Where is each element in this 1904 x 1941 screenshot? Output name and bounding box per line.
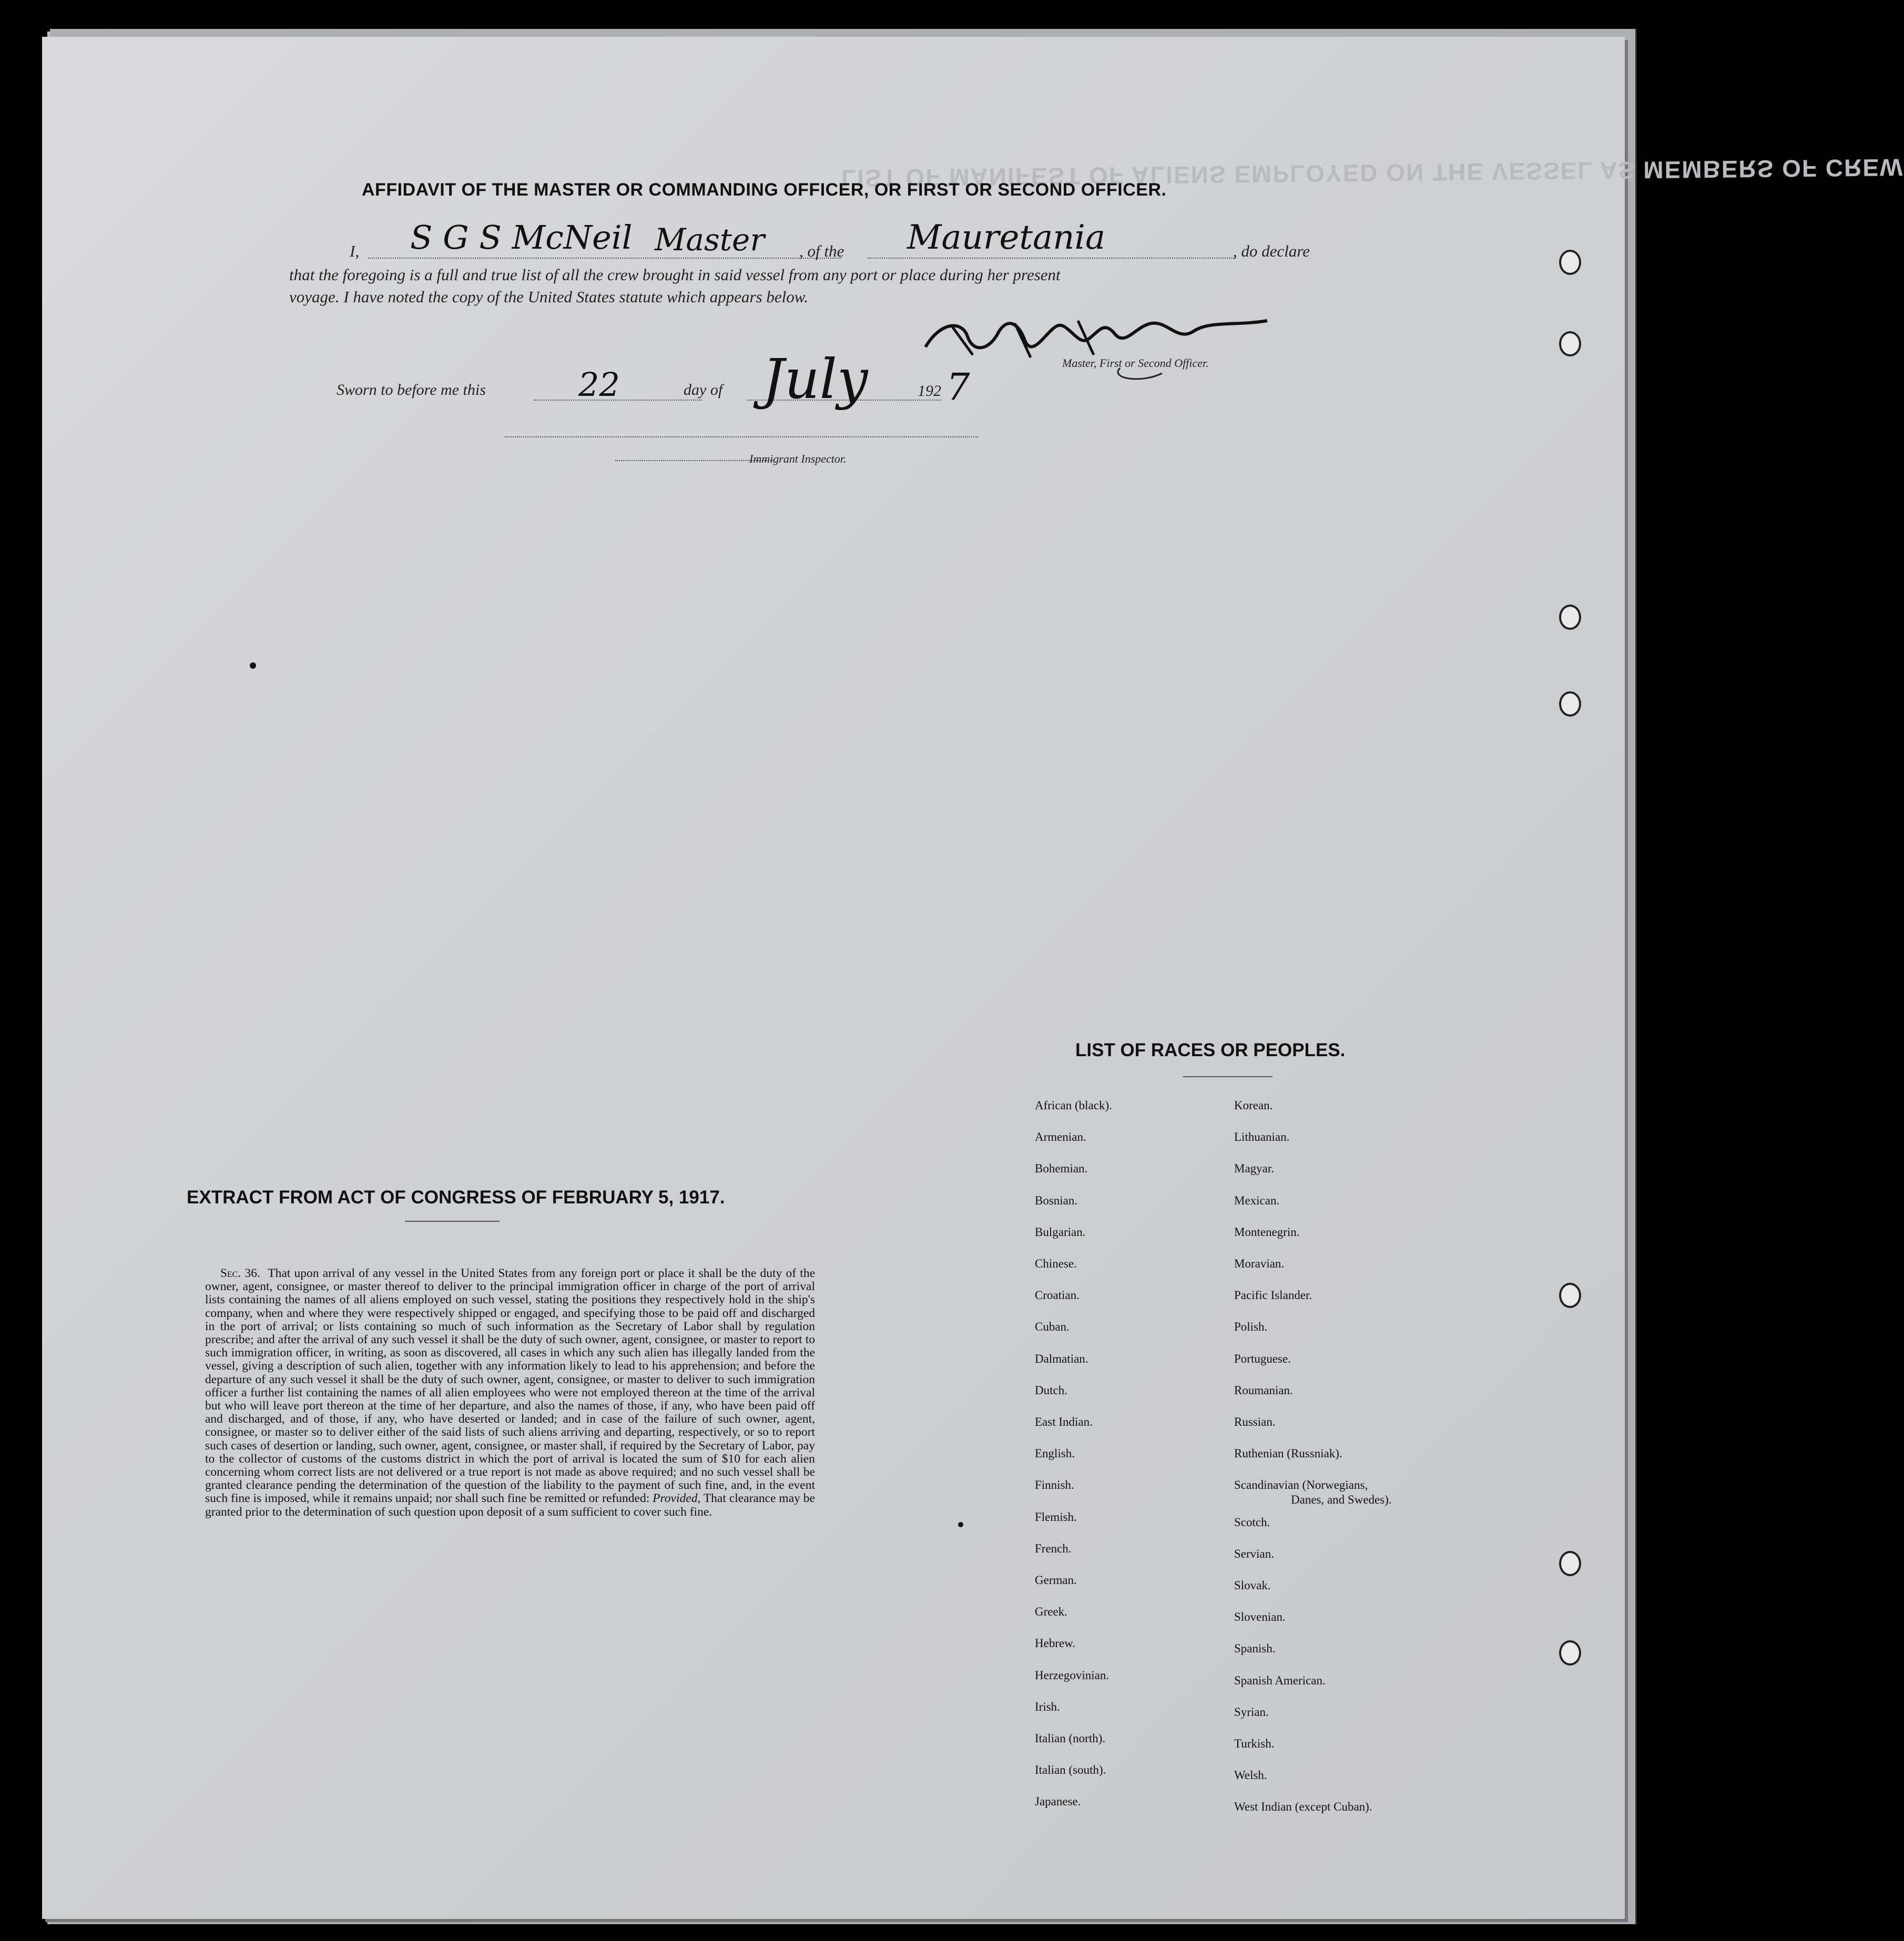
race-item: English. (1035, 1447, 1075, 1460)
race-continuation: Danes, and Swedes). (1291, 1493, 1392, 1506)
race-item: Welsh. (1234, 1769, 1267, 1782)
race-item: Hebrew. (1035, 1637, 1076, 1650)
section-label: Sec. 36. (220, 1266, 260, 1280)
race-item: Spanish American. (1234, 1673, 1326, 1687)
name-line (368, 258, 841, 259)
race-item: Mexican. (1234, 1193, 1280, 1207)
inspector-signature-line (505, 436, 978, 437)
race-item: Syrian. (1234, 1705, 1269, 1719)
race-item: Croatian. (1035, 1289, 1080, 1302)
race-item: Korean. (1234, 1099, 1273, 1112)
punch-hole (1559, 691, 1581, 717)
inspector-caption: Immigrant Inspector. (749, 452, 847, 465)
punch-hole (1559, 1283, 1581, 1308)
affidavit-line3: voyage. I have noted the copy of the United States statute which appears below. (289, 288, 808, 306)
race-item: Armenian. (1035, 1130, 1086, 1144)
race-item: Flemish. (1035, 1510, 1077, 1524)
provided-label: Provided, (653, 1491, 701, 1506)
ink-speck (958, 1522, 963, 1527)
race-item: Moravian. (1234, 1257, 1285, 1270)
race-item: Turkish. (1234, 1737, 1275, 1750)
race-item: East Indian. (1035, 1415, 1093, 1428)
extract-rule (405, 1221, 500, 1222)
handwritten-day: 22 (578, 365, 620, 404)
race-item: Irish. (1035, 1700, 1060, 1713)
race-item: French. (1035, 1541, 1072, 1555)
punch-hole (1559, 605, 1581, 630)
race-item: Chinese. (1035, 1257, 1077, 1270)
extract-body (205, 1267, 815, 1519)
punch-hole (1559, 250, 1581, 275)
punch-hole (1559, 1551, 1581, 1576)
race-item: Slovenian. (1234, 1610, 1286, 1624)
race-item: Bulgarian. (1035, 1225, 1086, 1239)
extract-title: EXTRACT FROM ACT OF CONGRESS OF FEBRUARY 5, 1917. (187, 1187, 725, 1208)
race-item: Magyar. (1234, 1162, 1275, 1176)
day-of: day of (684, 381, 723, 399)
race-item: Herzegovinian. (1035, 1668, 1109, 1682)
race-item: German. (1035, 1574, 1077, 1587)
punch-hole (1559, 331, 1581, 356)
extract-main-text: That upon arrival of any vessel in the United States from any foreign port or place it shall be the duty of the owner, agent, consignee, or master thereof to deliver to the principal immigration officer in charge of the port of arrival lists containing the names of all aliens employed on such vessel, stating the positions they respectively hold in the ship's company, when and where they were respectively shipped or engaged, and specifying those to be paid off and discharged in the port of arrival; or lists containing so much of such information as the Secretary of Labor shall by regulation prescribe; and after the arrival of any such vessel it shall be the duty of such owner, agent, consignee, or master to report to such immigration officer, in writing, as soon as discovered, all cases in which any such alien has illegally landed from the vessel, giving a description of such alien, together with any information likely to lead to his apprehension; and before the departure of any such vessel it shall be the duty of such owner, agent, consignee, or master to deliver to such immigration officer a further list containing the names of all alien employees who were not employed thereon at the time of the arrival but who will leave port thereon at the time of her departure, and also the names of those, if any, who have been paid off and discharged, and of those, if any, who have deserted or landed; and in case of the failure of such owner, agent, consignee, or master so to deliver either of the said lists of such aliens arriving and departing, respectively, or so to report such cases of desertion or landing, such owner, agent, consignee, or master shall, if required by the Secretary of Labor, pay to the collector of customs of the customs district in which the port of arrival is located the sum of $10 for each alien concerning whom correct lists are not delivered or a true report is not made as above required; and no such vessel shall be granted clearance pending the determination of the question of the liability to the payment of such fine, and, in the event such fine is imposed, while it remains unpaid; nor shall such fine be remitted or refunded: (205, 1266, 816, 1506)
race-item: Lithuanian. (1234, 1130, 1290, 1144)
race-item: Polish. (1234, 1320, 1268, 1334)
manifest-page (42, 37, 1904, 1919)
handwritten-name: S G S McNeil (410, 218, 633, 257)
race-item: Russian. (1234, 1415, 1276, 1428)
race-item: Montenegrin. (1234, 1225, 1300, 1239)
race-item: Bosnian. (1035, 1193, 1078, 1207)
affidavit-title: AFFIDAVIT OF THE MASTER OR COMMANDING OFFICER, OR FIRST OR SECOND OFFICER. (362, 180, 1167, 200)
vessel-line (868, 258, 1236, 259)
race-item: Italian (north). (1035, 1732, 1106, 1745)
handwritten-year-digit: 7 (946, 365, 970, 408)
race-item: Greek. (1035, 1605, 1067, 1619)
race-item: Italian (south). (1035, 1763, 1106, 1777)
races-rule (1183, 1076, 1272, 1077)
ink-speck (250, 662, 256, 669)
race-item: African (black). (1035, 1099, 1112, 1112)
handwritten-rank: Master (655, 222, 765, 258)
race-item: Dalmatian. (1035, 1352, 1088, 1365)
race-item: Scotch. (1234, 1515, 1270, 1529)
handwritten-vessel: Mauretania (907, 218, 1106, 257)
race-item: West Indian (except Cuban). (1234, 1800, 1372, 1814)
affidavit-of-the: , of the (799, 242, 844, 260)
race-item: Japanese. (1035, 1795, 1081, 1809)
bleed-through-header: LIST OF MANIFEST OF ALIENS EMPLOYED ON THE VESSEL AS MEMBERS OF CREW (841, 154, 1904, 192)
race-item: Ruthenian (Russniak). (1234, 1447, 1342, 1460)
race-item: Slovak. (1234, 1579, 1271, 1592)
races-title: LIST OF RACES OR PEOPLES. (1075, 1040, 1346, 1060)
race-item: Portuguese. (1234, 1352, 1291, 1365)
officer-caption: Master, First or Second Officer. (1062, 356, 1209, 370)
race-item: Dutch. (1035, 1383, 1067, 1397)
race-item: Servian. (1234, 1547, 1275, 1560)
race-item: Scandinavian (Norwegians, (1234, 1478, 1368, 1492)
race-item: Pacific Islander. (1234, 1289, 1312, 1302)
year-prefix: 192 (918, 382, 941, 400)
race-item: Roumanian. (1234, 1383, 1293, 1397)
race-item: Cuban. (1035, 1320, 1070, 1334)
sworn-prefix: Sworn to before me this (337, 381, 486, 399)
punch-hole (1559, 1640, 1581, 1666)
affidavit-line2: that the foregoing is a full and true list of all the crew brought in said vessel from any port or place during her present (289, 265, 1061, 284)
race-item: Bohemian. (1035, 1162, 1088, 1176)
race-item: Finnish. (1035, 1478, 1074, 1492)
race-item: Spanish. (1234, 1642, 1276, 1656)
affidavit-line1-prefix: I, (350, 242, 360, 260)
handwritten-month: July (762, 347, 868, 411)
affidavit-line1-suffix: , do declare (1233, 242, 1310, 260)
provided-text: That clearance may be granted prior to the determination of such question upon deposit of a sum sufficient to cover such fine. (205, 1491, 815, 1519)
